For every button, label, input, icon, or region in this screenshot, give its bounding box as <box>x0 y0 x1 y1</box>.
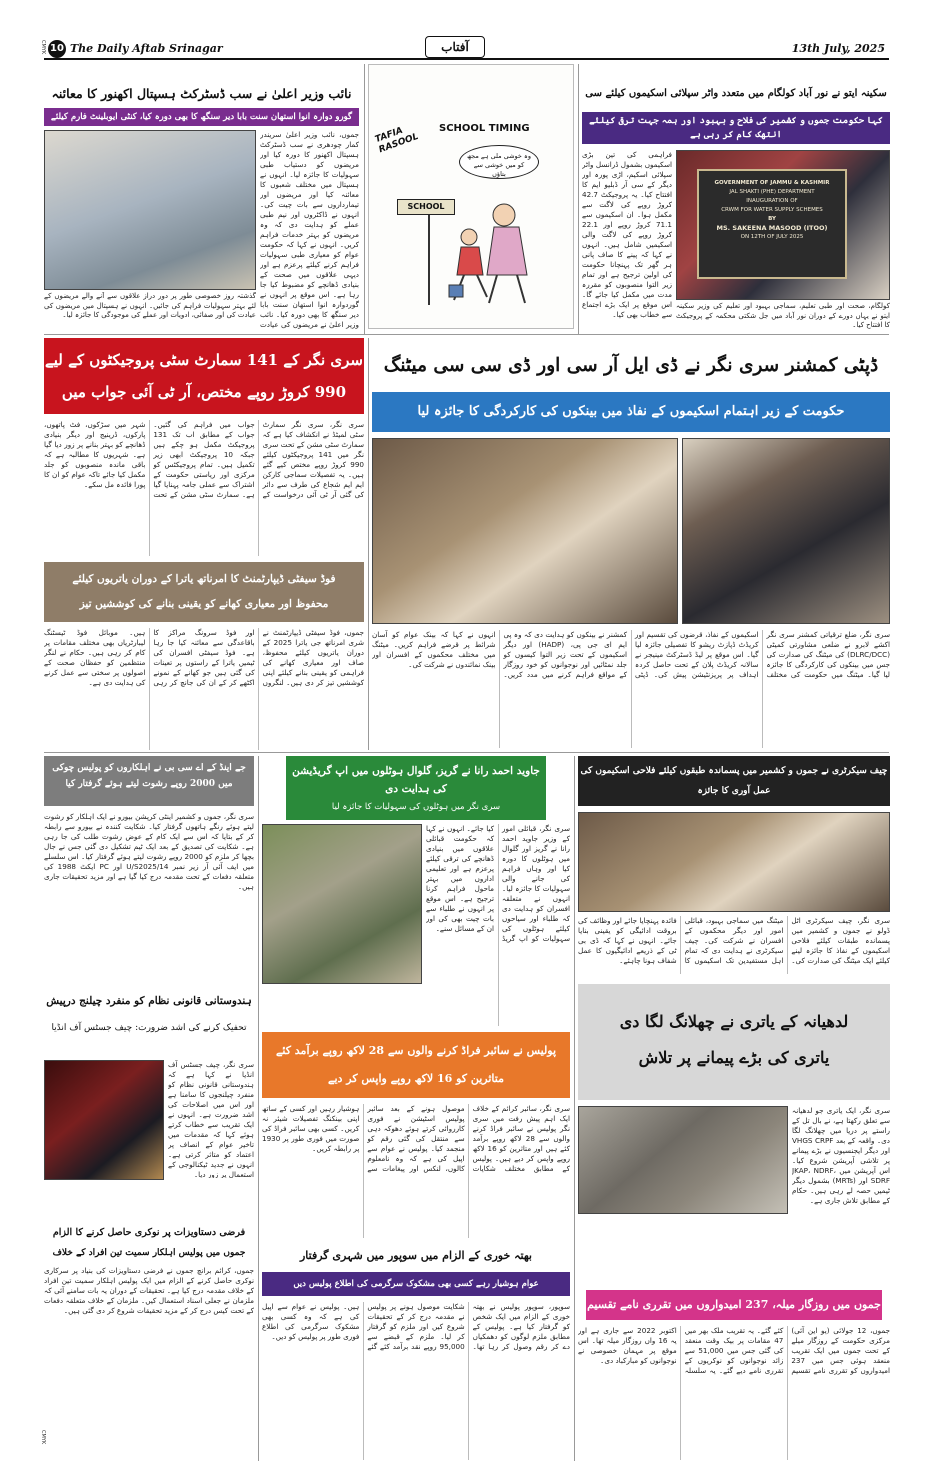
headline-line: 990 کروڑ روپے مختص، آر ٹی آئی جواب میں <box>61 383 347 401</box>
headline-band <box>44 338 364 414</box>
story-body: سری نگر، قبائلی امور کے وزیر جاوید احمد رانا نے گریز اور گلوال میں ہوٹلوں کا دورہ کیا اور وہاں فراہم کی جانے والی سہولیات کا جائزہ لیا۔ انہوں نے متعلقہ افسران کو ہدایت دی کہ طلباء اور سیاحوں کیلئے ہوٹلوں کی سہولیات کو اپ گریڈ کیا جائے۔ انہوں نے کہا کہ حکومت قبائلی علاقوں میں بنیادی ڈھانچے کی ترقی کیلئے پرعزم ہے اور تعلیمی اداروں میں بہتر ماحول فراہم کرنا ترجیح ہے۔ اس موقع پر انہوں نے طلباء سے بات چیت بھی کی اور ان کے مسائل سنے۔ <box>426 824 570 943</box>
headline-band: جموں میں روزگار میلہ، 237 امیدواروں میں تقرری نامے تقسیم <box>586 1290 882 1320</box>
story-cyber-fraud <box>262 1032 570 1240</box>
story-ludhiana-yatri <box>578 984 890 1284</box>
headline: ہندوستانی قانونی نظام کو منفرد چیلنج درپیش <box>46 995 252 1007</box>
headline-line: پولیس نے سائبر فراڈ کرنے والوں سے 28 لاکھ روپے برآمد کئے <box>275 1044 557 1057</box>
cartoon <box>368 64 574 329</box>
headline-line: محفوظ اور معیاری کھانے کو یقینی بنانے کی کوششیں تیز <box>79 598 329 610</box>
photo-review-meeting <box>578 812 890 912</box>
headline: فرضی دستاویزات پر نوکری حاصل کرنے کا الزام <box>52 1227 246 1238</box>
cmyk-mark-top: CMYK <box>40 40 46 55</box>
story-body: سوپور، سوپور پولیس نے بھتہ خوری کے الزام میں ایک شخص کو گرفتار کیا ہے۔ پولیس کے مطابق ملزم لوگوں کو دھمکیاں دے کر رقم وصول کر رہا تھا۔ شکایت موصول ہونے پر پولیس نے مقدمہ درج کر کے تحقیقات شروع کیں اور ملزم کو گرفتار کر لیا۔ ملزم کے قبضے سے 95,000 روپے نقد برآمد کئے گئے ہیں۔ پولیس نے عوام سے اپیل کی ہے کہ وہ کسی بھی مشکوک سرگرمی کی اطلاع فوری طور پر پولیس کو دیں۔ <box>262 1302 570 1351</box>
masthead <box>0 0 945 60</box>
story-body: سری نگر، چیف جسٹس آف انڈیا نے کہا ہے کہ ہندوستانی قانونی نظام کو منفرد چیلنجوں کا سامنا ہے اور اس میں اصلاحات کی اشد ضرورت ہے۔ انہوں نے ایک تقریب سے خطاب کرتے ہوئے کہا کہ مقدمات میں تاخیر عوام کے انصاف پر اعتماد کو متاثر کرتی ہے۔ انہوں نے جدید ٹیکنالوجی کے استعمال پر زور دیا۔ <box>168 1060 254 1178</box>
headline-line: لدھیانہ کے یاتری نے چھلانگ لگا دی <box>619 1012 849 1031</box>
subhead: تحفیک کرنے کی اشد ضرورت: چیف جسٹس آف انڈیا <box>51 1023 247 1033</box>
story-justice <box>44 990 254 1180</box>
plaque-line: GOVERNMENT OF JAMMU & KASHMIR <box>714 180 830 186</box>
plaque-line: INAUGURATION OF <box>746 198 798 204</box>
headline-band: جے اینڈ کے اے سی بی نے اہلکاروں کو پولیس چوکی میں 2000 روپے رشوت لیتے ہوئے گرفتار کیا <box>44 756 254 806</box>
cartoon-speech-bubble: وہ خوشی ملی ہے مجھ کو میں خوشی سے بتاؤں <box>459 145 539 179</box>
headline: ڈپٹی کمشنر سری نگر نے ڈی ایل آر سی اور ڈی سی سی میٹنگ <box>383 355 879 376</box>
headline-band: چیف سیکرٹری نے جموں و کشمیر میں پسماندہ طبقوں کیلئے فلاحی اسکیموں کی عمل آوری کا جائزہ <box>578 756 890 806</box>
photo-hostel-visit <box>262 824 422 984</box>
headline-line: فوڈ سیفٹی ڈیپارٹمنٹ کا امرناتھ یاترا کے دوران یاتریوں کیلئے <box>72 573 336 585</box>
subhead: جموں میں پولیس اہلکار سمیت تین افراد کے خلاف <box>52 1248 246 1258</box>
story-sopore <box>262 1244 570 1462</box>
issue-date: 13th July, 2025 <box>791 42 885 55</box>
story-chief-secretary <box>578 756 890 976</box>
story-job-mela <box>578 1290 890 1462</box>
masthead-rule <box>44 58 889 60</box>
story-food-safety <box>44 562 364 752</box>
headline: بھتہ خوری کے الزام میں سوپور میں شہری گرفتار <box>300 1249 532 1262</box>
story-body: سری نگر، ضلع ترقیاتی کمشنر سری نگر اکشے لابرو نے ضلعی مشاورتی کمیٹی (DLRC/DCC) کی میٹنگ کی صدارت کی جس میں بینکوں کی کارکردگی کا جائزہ لیا گیا۔ میٹنگ میں حکومت کی مختلف اسکیموں کے نفاذ، قرضوں کی تقسیم اور کریڈٹ ڈپازٹ ریشو کا تفصیلی جائزہ لیا گیا۔ اس موقع پر لیڈ ڈسٹرکٹ مینیجر نے سالانہ کریڈٹ پلان کے تحت حاصل کردہ اہداف پر پریزنٹیشن پیش کی۔ ڈپٹی کمشنر نے بینکوں کو ہدایت دی کہ وہ پی ایم ای جی پی، (HADP) اور دیگر اسکیموں کے تحت زیر التوا کیسوں کو جلد نمٹائیں اور نوجوانوں کو خود روزگار کے مواقع فراہم کرنے میں مدد کریں۔ انہوں نے کہا کہ بینک عوام کو آسان شرائط پر قرضے فراہم کریں۔ میٹنگ میں مختلف محکموں کے افسران اور بینک نمائندوں نے شرکت کی۔ <box>372 630 890 679</box>
subhead-band: عوام ہوشیار رہے کسی بھی مشکوک سرگرمی کی اطلاع پولیس دیں <box>262 1272 570 1296</box>
story-body: سری نگر، سائبر کرائم کے خلاف ایک اہم پیش رفت میں سری نگر پولیس نے سائبر فراڈ کرنے والوں سے 28 لاکھ روپے برآمد کئے ہیں اور متاثرین کو 16 لاکھ روپے واپس کر دیے ہیں۔ پولیس کے مطابق مختلف شکایات موصول ہونے کے بعد سائبر پولیس اسٹیشن نے فوری کارروائی کرتے ہوئے دھوکہ دہی سے منتقل کی گئی رقم کو منجمد کیا۔ پولیس نے عوام سے اپیل کی ہے کہ وہ نامعلوم کالوں، لنکس اور پیغامات سے ہوشیار رہیں اور کسی کے ساتھ اپنی بینکنگ تفصیلات شیئر نہ کریں۔ کسی بھی سائبر فراڈ کی صورت میں فوری طور پر 1930 پر رابطہ کریں۔ <box>262 1104 570 1173</box>
headline-band <box>286 756 546 820</box>
story-pcr-arrest <box>44 756 254 986</box>
story-smart-city <box>44 338 364 558</box>
story-body: جموں، کرائم برانچ جموں نے فرضی دستاویزات کی بنیاد پر سرکاری نوکری حاصل کرنے کے الزام میں ایک پولیس اہلکار سمیت تین افراد کے خلاف مقدمہ درج کیا ہے۔ تحقیقات کے دوران یہ بات سامنے آئی کہ ملزمان نے جعلی اسناد استعمال کیں۔ ملزمان کے خلاف متعلقہ دفعات کے تحت کیس درج کر کے مزید تحقیقات شروع کر دی گئی ہیں۔ <box>44 1266 254 1315</box>
subhead-band: کہا حکومت جموں و کشمیر کی فلاح و بہبود اور ہمہ جہت ترقی کیلئے انتھک کام کر رہی ہے <box>582 112 890 144</box>
headline-line: یاتری کی بڑے پیمانے پر تلاش <box>638 1048 830 1067</box>
headline-band <box>578 984 890 1100</box>
story-body: سری نگر، جموں و کشمیر اینٹی کرپشن بیورو نے ایک اہلکار کو رشوت لیتے ہوئے رنگے ہاتھوں گرفتار کیا۔ شکایت کنندہ نے بیورو سے رابطہ کر کے بتایا کہ اس سے ایک کام کے عوض رشوت طلب کی جا رہی ہے۔ شکایت کی تصدیق کے بعد ایک ٹیم تشکیل دی گئی جس نے جال بچھا کر ملزم کو 2000 روپے رشوت لیتے ہوئے گرفتار کیا۔ اس سلسلے میں ایف آئی آر زیر نمبر U/S2025/14 اور PC ایکٹ 1988 کی متعلقہ دفعات کے تحت مقدمہ درج کیا گیا ہے اور مزید تحقیقات جاری ہیں۔ <box>44 812 254 891</box>
photo-inauguration <box>676 150 890 300</box>
headline: سکینہ ایتو نے نور آباد کولگام میں متعدد واٹر سپلائی اسکیموں کیلئے سی <box>585 88 887 99</box>
headline-band <box>262 1032 570 1098</box>
photo-deputy-commissioner <box>682 438 890 624</box>
plaque-line: BY <box>768 216 776 222</box>
inauguration-plaque <box>697 169 847 279</box>
story-dc-srinagar <box>372 338 890 750</box>
story-body: سری نگر، سری نگر سمارٹ سٹی لمیٹڈ نے انکشاف کیا ہے کہ سمارٹ سٹی مشن کے تحت سری نگر میں 141 پروجیکٹوں کیلئے 990 کروڑ روپے مختص کیے گئے ہیں۔ یہ تفصیلات سماجی کارکن ایم ایم شجاع کی طرف سے دائر کی گئی آر ٹی آئی درخواست کے جواب میں فراہم کی گئیں۔ جواب کے مطابق اب تک 131 پروجیکٹ مکمل ہو چکے ہیں جبکہ 10 پروجیکٹ ابھی زیر تکمیل ہیں۔ تمام پروجیکٹس کو مرکزی اور ریاستی حکومت کے اشتراک سے عملی جامہ پہنایا گیا ہے۔ سمارٹ سٹی مشن کے تحت شہر میں سڑکوں، فٹ پاتھوں، پارکوں، ڈرینیج اور دیگر بنیادی ڈھانچے کو بہتر بنانے پر زور دیا گیا ہے۔ شہریوں کا مطالبہ ہے کہ باقی ماندہ منصوبوں کو جلد مکمل کیا جائے تاکہ عوام کو ان کا پورا فائدہ مل سکے۔ <box>44 420 364 499</box>
subhead-band: حکومت کے زیر اہتمام اسکیموں کے نفاذ میں بینکوں کی کارکردگی کا جائزہ لیا <box>372 392 890 432</box>
story-body: جموں، 12 جولائی (یو این آئی) مرکزی حکومت کے روزگار میلے کے تحت جموں میں ایک تقریب منعقد ہوئی جس میں 237 امیدواروں کو تقرری نامے تقسیم کئے گئے۔ یہ تقریب ملک بھر میں 47 مقامات پر بیک وقت منعقد کی گئی جس میں 51,000 سے زائد نوجوانوں کو نوکریوں کے تقرری نامے دیے گئے۔ یہ سلسلہ اکتوبر 2022 سے جاری ہے اور یہ 16 واں روزگار میلہ تھا۔ اس موقع پر مہمان خصوصی نے نوجوانوں کو مبارکباد دی۔ <box>578 1326 890 1375</box>
cartoon-school-sign: SCHOOL <box>397 199 455 215</box>
plaque-line: CRWM FOR WATER SUPPLY SCHEMES <box>721 207 823 213</box>
page-number-badge: 10 <box>48 40 66 58</box>
headline-line: متاثرین کو 16 لاکھ روپے واپس کر دیے <box>328 1072 504 1085</box>
cartoon-title: SCHOOL TIMING <box>439 123 530 134</box>
masthead-logo: آفتاب <box>425 36 485 58</box>
subhead-line: سری نگر میں ہوٹلوں کی سہولیات کا جائزہ لیا <box>331 802 501 812</box>
plaque-line: JAL SHAKTI (PHE) DEPARTMENT <box>729 189 815 195</box>
headline-line: جاوید احمد رانا نے گریز، گلوال ہوٹلوں میں اپ گریڈیشن کی ہدایت دی <box>292 765 540 795</box>
photo-caption: گذشتہ روز خصوصی طور پر دور دراز علاقوں سے آنے والے مریضوں کے لئے بہتر سہولیات فراہم کی جائیں۔ انہوں نے ہسپتال میں مریضوں کی عیادت کی اور صفائی، ادویات اور عملے کی موجودگی کا جائزہ لیا۔ <box>44 292 256 319</box>
subhead-band: گورو دوارہ انوا استھان سنت بابا دیر سنگھ کا بھی دورہ کیا، کنٹی ایوبلینٹ فارم کیلئے <box>44 108 359 126</box>
photo-hospital-visit <box>44 130 256 290</box>
paper-name: The Daily Aftab Srinagar <box>70 42 223 55</box>
plaque-line: ON 12TH OF JULY 2025 <box>740 234 804 240</box>
story-body: سری نگر، ایک یاتری جو لدھیانہ سے تعلق رکھتا ہے، نے بال تل کے راستے پر دریا میں چھلانگ لگا دی۔ واقعہ کے بعد VHGS CRPF اور دیگر ایجنسیوں نے بڑے پیمانے پر تلاشی آپریشن شروع کیا۔ اس آپریشن میں JKAP، NDRF، SDRF اور (MRTs) بشمول دیگر ٹیمیں حصہ لے رہی ہیں۔ حکام کے مطابق تلاش جاری ہے۔ <box>792 1106 890 1205</box>
headline-band <box>44 562 364 622</box>
photo-meeting-hall <box>372 438 678 624</box>
headline-line: سری نگر کے 141 سمارٹ سٹی پروجیکٹوں کے لیے <box>44 351 363 369</box>
story-dy-cm <box>44 62 359 334</box>
story-sakeena <box>582 62 890 334</box>
photo-river-search <box>578 1106 788 1214</box>
story-body: سری نگر، چیف سیکرٹری اٹل ڈولو نے جموں و کشمیر میں پسماندہ طبقات کیلئے فلاحی اسکیموں کے نفاذ کا جائزہ لینے کیلئے ایک میٹنگ کی صدارت کی۔ میٹنگ میں سماجی بہبود، قبائلی امور اور دیگر محکموں کے افسران نے شرکت کی۔ چیف سیکرٹری نے ہدایت دی کہ تمام اہل مستفیدین تک اسکیموں کا فائدہ پہنچایا جائے اور وظائف کی بروقت ادائیگی کو یقینی بنایا جائے۔ انہوں نے کہا کہ ڈی بی ٹی کے ذریعے ادائیگیوں کا عمل شفاف ہونا چاہئے۔ <box>578 916 890 965</box>
photo-caption: کولگام، صحت اور طبی تعلیم، سماجی بہبود اور تعلیم کی وزیر سکینہ ایتو نے یہاں دورے کے دوران نور آباد میں جل شکتی محکمہ کے پروجیکٹ کا افتتاح کیا۔ <box>676 302 890 329</box>
cartoon-signature: TAFIA RASOOL <box>373 125 420 156</box>
story-fake-documents <box>44 1224 254 1460</box>
story-gurez-hostels <box>262 756 570 1028</box>
headline: نائب وزیر اعلیٰ نے سب ڈسٹرکٹ ہسپتال اکھنور کا معائنہ <box>51 86 352 101</box>
photo-chief-justice <box>44 1060 164 1180</box>
story-body: جموں، نائب وزیر اعلیٰ سریندر کمار چودھری نے سب ڈسٹرکٹ ہسپتال اکھنور کا دورہ کیا اور مریضوں کو دستیاب طبی سہولیات کا جائزہ لیا۔ انہوں نے ہسپتال میں مختلف شعبوں کا معائنہ کیا اور مریضوں اور تیمارداروں سے بات چیت کی۔ انہوں نے ڈاکٹروں اور نیم طبی عملے کو ہدایت دی کہ وہ مریضوں کو بہتر خدمات فراہم کریں۔ انہوں نے کہا کہ حکومت عوام کو معیاری طبی سہولیات فراہم کرنے کیلئے پرعزم ہے اور دیہی علاقوں میں صحت کے بنیادی ڈھانچے کو مضبوط کیا جا رہا ہے۔ اس موقع پر انہوں نے گوردوارہ انوا استھان سنت بابا دیر سنگھ کا بھی دورہ کیا۔ نائب وزیر اعلیٰ نے مریضوں کی عیادت <box>260 130 359 329</box>
cartoon-drawing <box>409 175 549 315</box>
plaque-line: MS. SAKEENA MASOOD (ITOO) <box>716 224 828 232</box>
story-body: جموں، فوڈ سیفٹی ڈیپارٹمنٹ نے شری امرناتھ جی یاترا 2025 کے دوران یاتریوں کیلئے محفوظ، صاف اور معیاری کھانے کی فراہمی کو یقینی بنانے کیلئے اپنی کوششیں تیز کر دی ہیں۔ لنگروں اور فوڈ سرونگ مراکز کا باقاعدگی سے معائنہ کیا جا رہا ہے۔ فوڈ سیفٹی افسران کی ٹیمیں یاترا کے راستوں پر تعینات کی گئی ہیں جو کھانے کے نمونے اکٹھے کر کے ان کی جانچ کر رہی ہیں۔ موبائل فوڈ ٹیسٹنگ لیبارٹریاں بھی مختلف مقامات پر کام کر رہی ہیں۔ حکام نے لنگر منتظمین کو حفظان صحت کے اصولوں پر سختی سے عمل کرنے کی ہدایت دی ہے۔ <box>44 628 364 687</box>
cmyk-mark-bottom: CMYK <box>40 1430 46 1445</box>
story-body: فراہمی کی تین بڑی اسکیموں بشمول ڈرانسل واٹر سپلائی اسکیم، اڑی پورہ اور دیگر کے سی آر ڈبلیو ایم کا افتتاح کیا۔ یہ پروجیکٹ 42.7 کروڑ روپے کی لاگت سے مکمل ہوا۔ ان اسکیموں سے 71.1 کروڑ روپے اور 22.1 کروڑ روپے کی لاگت والی اسکیمیں شامل ہیں۔ انہوں نے کہا کہ پینے کا صاف پانی ہر گھر تک پہنچانا حکومت کی اولین ترجیح ہے اور تمام زیر التوا منصوبوں کو مقررہ مدت میں مکمل کیا جائے گا۔ اس موقع پر ایک بڑے اجتماع سے خطاب بھی کیا۔ <box>582 150 672 319</box>
